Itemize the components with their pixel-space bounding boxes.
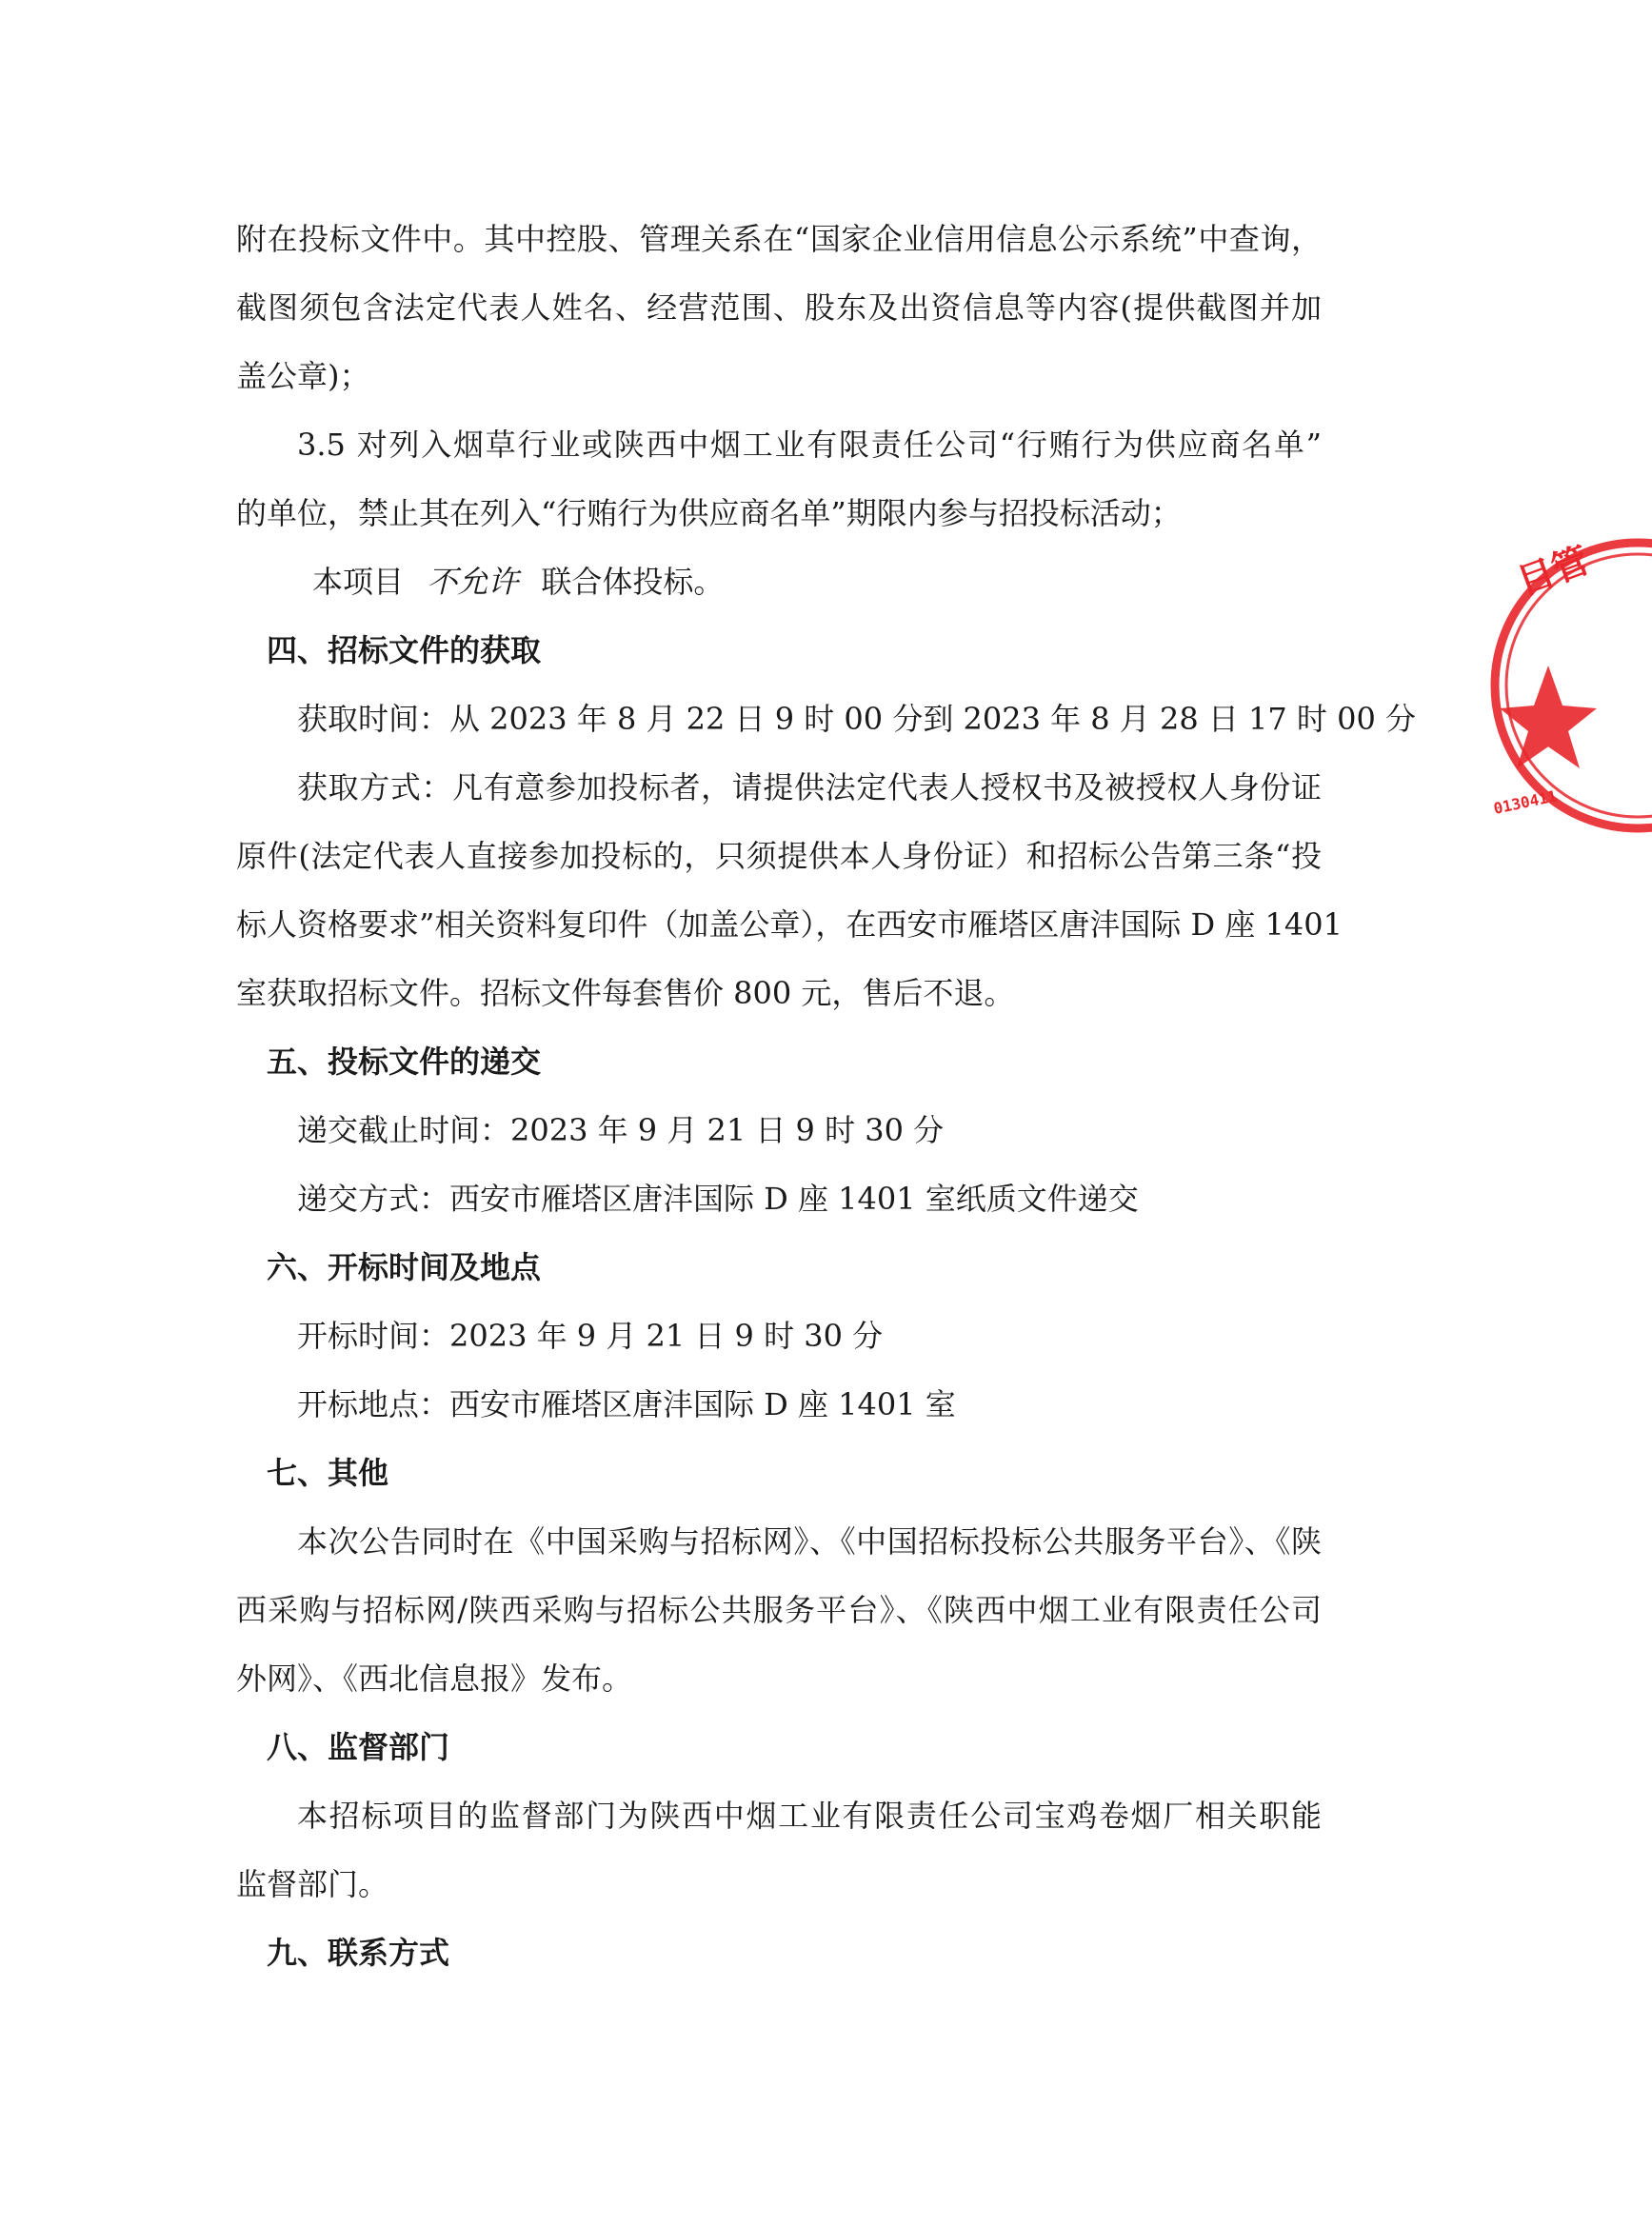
acquisition-time: 获取时间：从 2023 年 8 月 22 日 9 时 00 分到 2023 年 8 月 28 日 17 时 00 分 — [297, 701, 1416, 737]
section-heading-9: 九、联系方式 — [267, 1935, 450, 1971]
consortium-prefix: 本项目 — [312, 564, 405, 600]
paragraph-line: 3.5 对列入烟草行业或陕西中烟工业有限责任公司“行贿行为供应商名单” — [297, 427, 1322, 463]
seal-number: 0130411 — [1491, 786, 1559, 818]
paragraph-line: 原件(法定代表人直接参加投标的，只须提供本人身份证）和招标公告第三条“投 — [236, 838, 1322, 874]
paragraph-line: 截图须包含法定代表人姓名、经营范围、股东及出资信息等内容(提供截图并加 — [236, 289, 1322, 326]
paragraph-line: 获取方式：凡有意参加投标者，请提供法定代表人授权书及被授权人身份证 — [297, 769, 1322, 805]
section-heading-6: 六、开标时间及地点 — [267, 1249, 542, 1285]
section-heading-4: 四、招标文件的获取 — [267, 632, 542, 668]
document-page — [236, 205, 1416, 1987]
consortium-emphasis: 不允许 — [427, 564, 519, 600]
seal-text: 目管 — [1512, 539, 1595, 604]
company-seal — [1481, 528, 1652, 843]
paragraph-line: 附在投标文件中。其中控股、管理关系在“国家企业信用信息公示系统”中查询， — [236, 221, 1322, 257]
opening-place: 开标地点：西安市雁塔区唐沣国际 D 座 1401 室 — [297, 1386, 956, 1422]
paragraph-line: 本招标项目的监督部门为陕西中烟工业有限责任公司宝鸡卷烟厂相关职能 — [297, 1798, 1322, 1834]
paragraph-line: 的单位，禁止其在列入“行贿行为供应商名单”期限内参与招投标活动； — [236, 495, 1182, 531]
consortium-suffix: 联合体投标。 — [541, 564, 725, 600]
section-heading-8: 八、监督部门 — [267, 1729, 450, 1765]
paragraph-line: 盖公章)； — [236, 358, 370, 394]
submission-method: 递交方式：西安市雁塔区唐沣国际 D 座 1401 室纸质文件递交 — [297, 1181, 1139, 1217]
paragraph-line: 室获取招标文件。招标文件每套售价 800 元，售后不退。 — [236, 975, 1015, 1011]
paragraph-line: 标人资格要求”相关资料复印件（加盖公章），在西安市雁塔区唐沣国际 D 座 1401 — [236, 906, 1343, 943]
section-heading-7: 七、其他 — [267, 1455, 389, 1491]
paragraph-line: 外网》、《西北信息报》发布。 — [236, 1660, 633, 1697]
consortium-note — [236, 547, 1322, 616]
submission-deadline: 递交截止时间：2023 年 9 月 21 日 9 时 30 分 — [297, 1112, 945, 1148]
opening-time: 开标时间：2023 年 9 月 21 日 9 时 30 分 — [297, 1318, 884, 1354]
section-heading-5: 五、投标文件的递交 — [267, 1044, 542, 1080]
paragraph-line: 本次公告同时在《中国采购与招标网》、《中国招标投标公共服务平台》、《陕 — [297, 1523, 1322, 1560]
paragraph-line: 西采购与招标网/陕西采购与招标公共服务平台》、《陕西中烟工业有限责任公司 — [236, 1592, 1322, 1628]
paragraph-line: 监督部门。 — [236, 1866, 389, 1902]
